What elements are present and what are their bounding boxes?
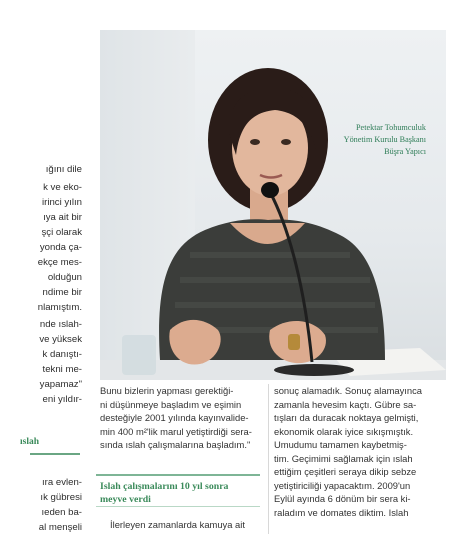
left-line: yapamaz" bbox=[39, 379, 82, 390]
left-line: al menşeli bbox=[38, 522, 82, 533]
caption-name: Büşra Yapıcı bbox=[384, 147, 426, 156]
subheading-rule-bottom bbox=[96, 506, 260, 507]
left-line: ekçe mes- bbox=[37, 257, 82, 268]
middle-text-column bbox=[100, 384, 252, 452]
left-line: eni yıldır- bbox=[42, 394, 82, 405]
body-line: raladım ve domates diktim. Islah bbox=[274, 506, 409, 518]
body-line: İlerleyen zamanlarda kamuya ait bbox=[110, 519, 245, 530]
body-line: yetiştiriciliği yapacaktım. 2009'un bbox=[274, 479, 411, 491]
subheading-line: meyve verdi bbox=[100, 494, 151, 505]
left-line: k danıştı- bbox=[42, 349, 82, 360]
body-line: tışları da duracak noktaya gelmişti, bbox=[274, 412, 419, 423]
body-line: zamanla hevesim kaçtı. Gübre sa- bbox=[274, 398, 417, 410]
left-text-column bbox=[0, 0, 88, 545]
left-section-heading: ıslah bbox=[20, 437, 40, 447]
body-line: Umudumu tamamen kaybetmiş- bbox=[274, 439, 407, 450]
body-line: sında ıslah çalışmalarına başladım." bbox=[100, 439, 251, 450]
left-line: tekni me- bbox=[42, 364, 82, 375]
left-line: k ve eko- bbox=[43, 182, 82, 193]
section-subheading bbox=[100, 480, 228, 506]
subheading-rule-top bbox=[96, 474, 260, 476]
left-line: ıra evlen- bbox=[42, 477, 82, 488]
left-line: ık gübresi bbox=[40, 492, 82, 503]
left-line: ndime bir bbox=[42, 287, 82, 298]
body-line: sonuç alamadık. Sonuç alamayınca bbox=[274, 385, 422, 396]
left-line: şçi olarak bbox=[41, 227, 82, 238]
right-text-column bbox=[274, 384, 422, 519]
middle-text-continued bbox=[110, 518, 245, 532]
left-line: ıya ait bir bbox=[43, 212, 82, 223]
subheading-line: Islah çalışmalarını 10 yıl sonra bbox=[100, 481, 229, 492]
body-line: Eylül ayında 6 dönüm bir sera ki- bbox=[274, 493, 411, 504]
body-line: ni düşünmeye başladım ve eşimin bbox=[100, 398, 242, 410]
body-line: desteğiyle 2001 yılında kayınvalide- bbox=[100, 412, 249, 423]
left-line: ıeden ba- bbox=[41, 507, 82, 518]
column-divider bbox=[268, 384, 269, 534]
body-line: ekonomik olarak iyice sıkışmıştık. bbox=[274, 425, 414, 437]
caption-company: Petektar Tohumculuk bbox=[356, 123, 426, 132]
left-line: yonda ça- bbox=[39, 242, 82, 253]
photo-caption bbox=[344, 122, 426, 158]
left-line: ve yüksek bbox=[39, 334, 82, 345]
left-line: nlamıştım. bbox=[37, 302, 82, 313]
left-line: nde ıslah- bbox=[39, 319, 82, 330]
woman-speaking-illustration bbox=[100, 30, 446, 380]
body-line: Bunu bizlerin yapması gerektiği- bbox=[100, 385, 234, 396]
left-heading-rule bbox=[30, 453, 80, 455]
left-line: ığını dile bbox=[45, 164, 82, 175]
body-line: ettiğim çeşitleri seraya dikip sebze bbox=[274, 466, 417, 477]
left-line: irinci yılın bbox=[42, 197, 82, 208]
left-line: olduğun bbox=[47, 272, 82, 283]
caption-title: Yönetim Kurulu Başkanı bbox=[343, 135, 426, 144]
portrait-photo bbox=[100, 30, 446, 380]
body-line: tim. Geçimimi sağlamak için ıslah bbox=[274, 452, 413, 464]
body-line: min 400 m²'lik marul yetiştirdiği sera- bbox=[100, 425, 252, 437]
